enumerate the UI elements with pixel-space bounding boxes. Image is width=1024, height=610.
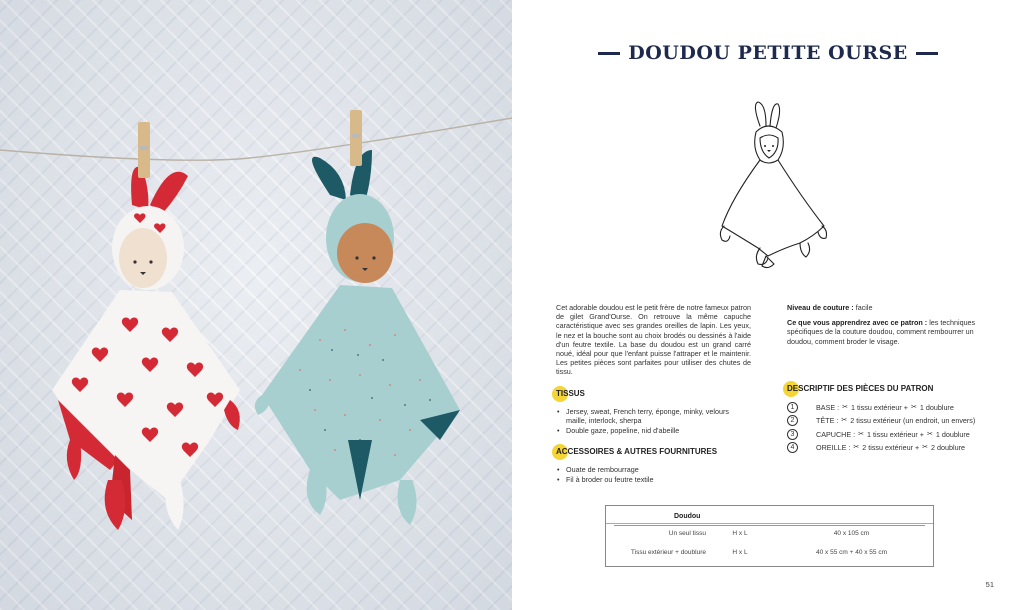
table-header: Doudou: [674, 513, 701, 520]
title-rule-right: [916, 52, 938, 55]
list-item: • Ouate de rembourrage: [556, 465, 751, 474]
scissors-icon: ✂: [842, 403, 849, 411]
page-title: DOUDOU PETITE OURSE: [628, 42, 908, 64]
piece-item: 1 BASE : ✂ 1 tissu extérieur + ✂ 1 doublure: [787, 402, 987, 413]
scissors-icon: ✂: [841, 417, 848, 425]
list-item: • Jersey, sweat, French terry, éponge, minky, velours maille, interlock, sherpa: [556, 407, 751, 425]
scissors-icon: ✂: [926, 430, 933, 438]
red-heart-doudou: [52, 122, 240, 530]
page-number: 51: [985, 580, 994, 589]
clothesline: [0, 118, 512, 160]
piece-number: 3: [787, 429, 798, 440]
pieces-list: [787, 402, 987, 454]
left-column: [556, 303, 751, 486]
row-dims: H x L: [732, 548, 748, 556]
piece-item: 3 CAPUCHE : ✂ 1 tissu extérieur + ✂ 1 doublure: [787, 429, 987, 440]
scissors-icon: ✂: [910, 403, 917, 411]
level-line: Niveau de couture : facile: [787, 303, 873, 312]
table-header-divider: [614, 525, 925, 526]
table-row: [606, 543, 933, 562]
row-label: Tissu extérieur + doublure: [630, 548, 706, 556]
list-item: • Double gaze, popeline, nid d'abeille: [556, 426, 751, 435]
scissors-icon: ✂: [858, 430, 865, 438]
learn-line: Ce que vous apprendrez avec ce patron : les techniques spécifiques de la couture doudou, comment rembourrer un doudou, comment broder le visage.: [787, 318, 976, 346]
table-row: [606, 524, 933, 543]
row-value: 40 x 55 cm + 40 x 55 cm: [816, 548, 887, 556]
fabric-table-grid: [606, 506, 933, 562]
fabric-table: [605, 505, 934, 567]
scissors-icon: ✂: [922, 444, 929, 452]
piece-number: 2: [787, 415, 798, 426]
list-item: • Fil à broder ou feutre textile: [556, 475, 751, 484]
descriptif-heading: DESCRIPTIF DES PIÈCES DU PATRON: [787, 382, 987, 396]
piece-item: 2 TÊTE : ✂ 2 tissu extérieur (un endroit, un envers): [787, 415, 987, 426]
row-value: 40 x 105 cm: [833, 529, 870, 537]
piece-number: 1: [787, 402, 798, 413]
row-dims: H x L: [732, 529, 748, 537]
title-rule-left: [598, 52, 620, 55]
piece-item: 4 OREILLE : ✂ 2 tissu extérieur + ✂ 2 doublure: [787, 442, 987, 453]
right-column: [787, 303, 987, 456]
piece-number: 4: [787, 442, 798, 453]
title-row: [512, 38, 1024, 68]
doudou-line-drawing: [712, 98, 832, 283]
row-label: Un seul tissu: [668, 529, 706, 537]
pattern-page: [512, 0, 1024, 610]
accessoires-heading: ACCESSOIRES & AUTRES FOURNITURES: [556, 445, 751, 459]
tissus-heading: TISSUS: [556, 387, 751, 401]
accessoires-list: [556, 465, 751, 484]
scissors-icon: ✂: [853, 444, 860, 452]
tissus-list: [556, 407, 751, 436]
intro-paragraph: Cet adorable doudou est le petit frère de notre fameux patron de gilet Grand'Ourse. On retrouve la même capuche caractéristique avec ses grandes oreilles de lapin. Les yeux, le nez et la bouche sont au choix brodés ou dessinés à l'aide d'un feutre textile. La base du doudou est un grand carré noué, idéal pour que l'enfant puisse l'attraper et le maintenir. Les petites pièces sont parfaites pour utiliser des chutes de tissu.: [556, 303, 751, 377]
teal-dotted-doudou: [255, 110, 460, 525]
